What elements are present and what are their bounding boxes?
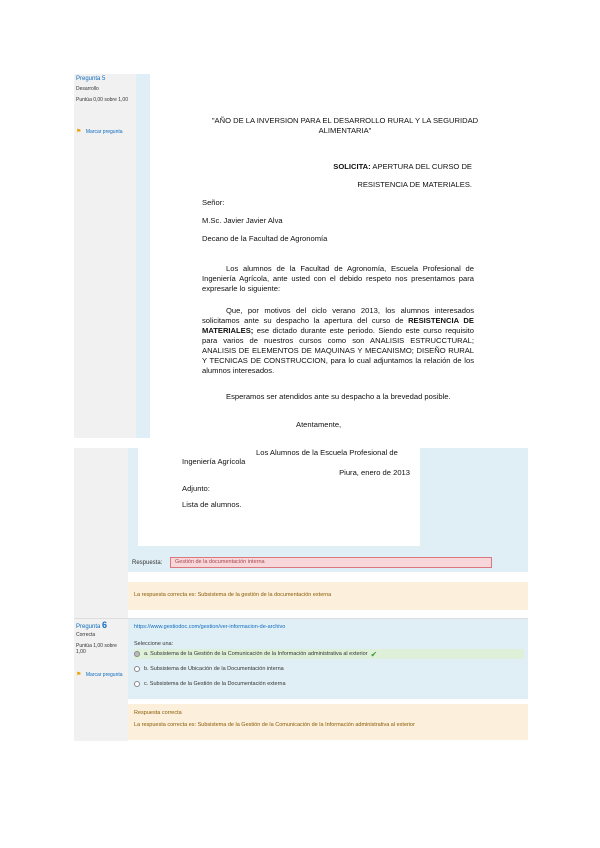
letter-paragraph-2-a: Que, por motivos del ciclo verano 2013, los alumnos interesados solicitamos ante su despacho la apertura del curso de <box>202 306 474 325</box>
answer-option-a[interactable] <box>134 649 524 659</box>
radio-icon[interactable] <box>134 681 140 687</box>
radio-selected-icon[interactable] <box>134 651 140 657</box>
question-info-panel <box>74 74 137 438</box>
letter-salutation: Señor: <box>202 198 225 207</box>
question-number <box>76 76 105 82</box>
letter-paragraph-1: Los alumnos de la Facultad de Agronomía, Escuela Profesional de Ingeniería Agrícola, ante usted con el debido respeto nos presentamos para expresarle lo siguiente: <box>202 264 474 293</box>
solicita-label: SOLICITA: <box>333 162 371 171</box>
flag-icon: ⚑ <box>76 129 82 135</box>
letter-closing: Atentamente, <box>296 420 342 429</box>
letter-image-page-2 <box>138 448 420 546</box>
question-content <box>128 618 528 699</box>
answer-option-label: a. Subsistema de la Gestión de la Comunicación de la Información administrativa al exterior <box>144 651 368 657</box>
letter-signature-b: Ingeniería Agrícola <box>182 457 246 466</box>
feedback-box <box>128 704 528 740</box>
letter-attach-label: Adjunto: <box>182 484 210 493</box>
answer-option-label: c. Subsistema de la Gestión de la Documentación externa <box>144 681 286 687</box>
flag-question-button[interactable] <box>76 663 126 681</box>
response-label: Respuesta: <box>132 560 163 566</box>
radio-icon[interactable] <box>134 666 140 672</box>
question-label: Pregunta <box>76 76 101 82</box>
question-number <box>76 620 107 630</box>
flag-question-button[interactable] <box>76 120 134 138</box>
feedback-title: Respuesta correcta <box>134 710 182 716</box>
letter-signature-a: Los Alumnos de la Escuela Profesional de <box>256 448 398 457</box>
question-number-value: 6 <box>102 620 108 630</box>
select-label: Seleccione una: <box>134 641 174 647</box>
question-info-panel-continued <box>74 448 128 618</box>
correct-answer-text: La respuesta correcta es: Subsistema de la Gestión de la Comunicación de la Información administrativa al exterior <box>134 722 415 728</box>
question-label: Pregunta <box>76 624 101 630</box>
solicita-line-2: RESISTENCIA DE MATERIALES. <box>357 180 472 189</box>
question-status: Correcta <box>76 632 96 638</box>
letter-paragraph-2-bold: RESISTENCIA DE MATERIALES; <box>202 316 474 335</box>
question-link[interactable]: https://www.gestiodoc.com/gestion/ver-informacion-de-archivo <box>134 624 286 630</box>
letter-place-date: Piura, enero de 2013 <box>339 468 410 477</box>
solicita-text: APERTURA DEL CURSO DE <box>372 162 472 171</box>
question-status: Desarrollo <box>76 86 99 92</box>
flag-icon: ⚑ <box>76 672 82 678</box>
correct-answer-text: La respuesta correcta es: Subsistema de la gestión de la documentación externa <box>134 592 332 598</box>
answer-option-b[interactable] <box>134 664 524 674</box>
answer-option-label: b. Subsistema de Ubicación de la Documentación interna <box>144 666 284 672</box>
question-number-value: 5 <box>102 76 106 82</box>
feedback-box <box>128 582 528 610</box>
letter-heading: "AÑO DE LA INVERSION PARA EL DESARROLLO RURAL Y LA SEGURIDAD ALIMENTARIA" <box>211 116 479 135</box>
letter-paragraph-2 <box>202 306 474 376</box>
answer-option-c[interactable] <box>134 679 524 689</box>
question-info-panel <box>74 618 128 741</box>
question-score: Puntúa 1,00 sobre 1,00 <box>76 643 117 656</box>
checkmark-icon: ✔ <box>370 649 378 659</box>
letter-paragraph-3: Esperamos ser atendidos ante su despacho a la brevedad posible. <box>226 392 451 401</box>
letter-image-page-1 <box>150 74 526 438</box>
flag-question-label: Marcar pregunta <box>85 129 123 135</box>
flag-question-label: Marcar pregunta <box>85 672 123 678</box>
letter-attach-item: Lista de alumnos. <box>182 500 242 509</box>
letter-addressee: M.Sc. Javier Javier Alva <box>202 216 283 225</box>
letter-addressee-title: Decano de la Facultad de Agronomía <box>202 234 328 243</box>
letter-paragraph-2-b: ese dictado durante este periodo. Siendo este curso requisito para varios de nuestros cursos como son ANALISIS ESTRUCCTURAL; ANALISIS DE ELEMENTOS DE MAQUINAS Y MECANISMO; DISEÑO RURAL Y TECNICAS DE CONSTRUCCION, para lo cual adjuntamos la relación de los alumnos interesados. <box>202 326 474 375</box>
response-input[interactable]: Gestión de la documentación interna <box>170 557 492 568</box>
solicita-line <box>270 162 472 172</box>
question-score: Puntúa 0,00 sobre 1,00 <box>76 97 128 103</box>
